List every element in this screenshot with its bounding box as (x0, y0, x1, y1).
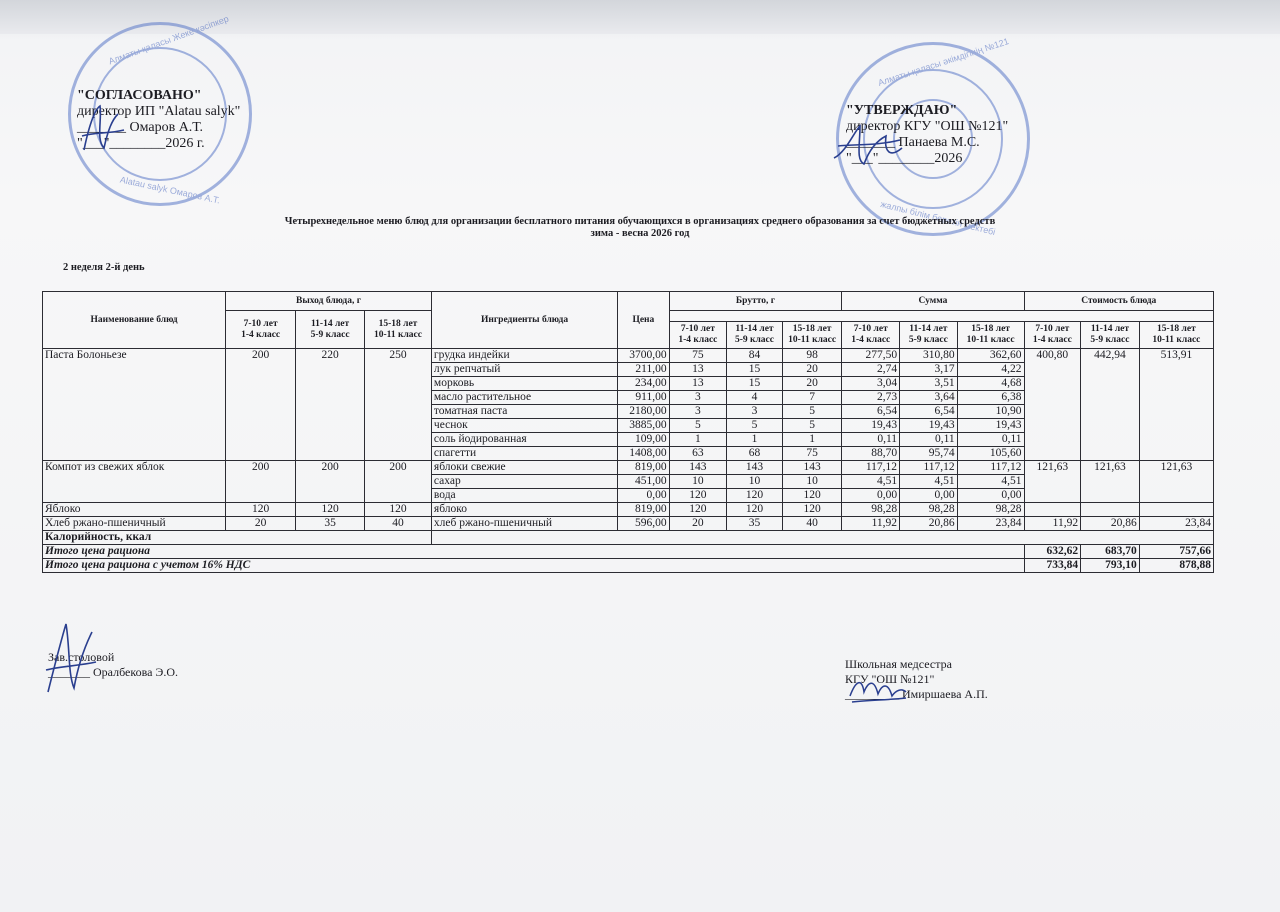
ingredient-sum: 6,54 (842, 405, 900, 419)
ingredient-sum: 4,68 (957, 377, 1024, 391)
header-sum-age-3: 15-18 лет 10-11 класс (957, 322, 1024, 349)
total-label: Итого цена рациона (43, 545, 1025, 559)
ingredient-brutto: 4 (727, 391, 783, 405)
dish-cost (1081, 503, 1140, 517)
ingredient-sum: 4,22 (957, 363, 1024, 377)
ingredient-brutto: 98 (782, 349, 842, 363)
ingredient-brutto: 120 (782, 503, 842, 517)
ingredient-brutto: 75 (669, 349, 727, 363)
approval-right-line2: _______ Панаева М.С. (846, 135, 980, 150)
sign-right-name: _________ Имиршаева А.П. (845, 687, 988, 701)
ingredient-price: 451,00 (618, 475, 669, 489)
ingredient-sum: 117,12 (957, 461, 1024, 475)
sign-left-role: Зав.столовой (48, 650, 115, 664)
week-day-label: 2 неделя 2-й день (63, 262, 145, 273)
ingredient-name: яблоки свежие (431, 461, 617, 475)
approval-right-heading: "УТВЕРЖДАЮ" (846, 103, 958, 118)
approval-right-line1: директор КГУ "ОШ №121" (846, 119, 1009, 134)
approval-left-heading: "СОГЛАСОВАНО" (77, 88, 202, 103)
header-sum-age-2: 11-14 лет 5-9 класс (900, 322, 958, 349)
ingredient-brutto: 20 (669, 517, 727, 531)
ingredient-brutto: 1 (782, 433, 842, 447)
header-brutto-age-1: 7-10 лет 1-4 класс (669, 322, 727, 349)
table-row (43, 349, 1214, 363)
ingredient-sum: 3,17 (900, 363, 958, 377)
header-output-age-3: 15-18 лет 10-11 класс (365, 311, 432, 349)
dish-output: 120 (226, 503, 296, 517)
ingredient-brutto: 5 (782, 419, 842, 433)
ingredient-brutto: 10 (669, 475, 727, 489)
header-spacer (669, 311, 1213, 322)
ingredient-sum: 88,70 (842, 447, 900, 461)
table-row (43, 517, 1214, 531)
ingredient-brutto: 13 (669, 377, 727, 391)
ingredient-brutto: 15 (727, 363, 783, 377)
calories-label: Калорийность, ккал (43, 531, 432, 545)
bottom-left-signature (40, 618, 100, 698)
dish-output: 120 (365, 503, 432, 517)
dish-output: 200 (365, 461, 432, 503)
ingredient-brutto: 63 (669, 447, 727, 461)
ingredient-price: 2180,00 (618, 405, 669, 419)
ingredient-sum: 2,74 (842, 363, 900, 377)
ingredient-brutto: 10 (727, 475, 783, 489)
ingredient-sum: 98,28 (957, 503, 1024, 517)
header-brutto-age-3: 15-18 лет 10-11 класс (782, 322, 842, 349)
total-row (43, 545, 1214, 559)
dish-cost: 400,80 (1024, 349, 1081, 461)
dish-cost: 23,84 (1139, 517, 1213, 531)
ingredient-name: хлеб ржано-пшеничный (431, 517, 617, 531)
approval-right-line3: "___"________2026 (846, 151, 963, 166)
header-cost: Стоимость блюда (1024, 292, 1213, 311)
ingredient-name: морковь (431, 377, 617, 391)
ingredient-sum: 0,11 (900, 433, 958, 447)
header-brutto: Брутто, г (669, 292, 842, 311)
header-output-age-2: 11-14 лет 5-9 класс (296, 311, 365, 349)
ingredient-name: томатная паста (431, 405, 617, 419)
dish-name: Яблоко (43, 503, 226, 517)
table-row (43, 503, 1214, 517)
ingredient-brutto: 35 (727, 517, 783, 531)
ingredient-price: 211,00 (618, 363, 669, 377)
dish-name: Компот из свежих яблок (43, 461, 226, 503)
right-top-signature (830, 118, 906, 174)
ingredient-brutto: 3 (669, 405, 727, 419)
total-vat-row (43, 559, 1214, 573)
ingredient-price: 819,00 (618, 461, 669, 475)
ingredient-brutto: 20 (782, 363, 842, 377)
ingredient-brutto: 15 (727, 377, 783, 391)
ingredient-brutto: 40 (782, 517, 842, 531)
ingredient-brutto: 1 (669, 433, 727, 447)
header-brutto-age-2: 11-14 лет 5-9 класс (727, 322, 783, 349)
ingredient-brutto: 10 (782, 475, 842, 489)
ingredient-name: вода (431, 489, 617, 503)
dish-cost: 513,91 (1139, 349, 1213, 461)
ingredient-brutto: 3 (669, 391, 727, 405)
menu-table-body (43, 349, 1214, 531)
header-row-top (43, 292, 1214, 311)
ingredient-price: 109,00 (618, 433, 669, 447)
header-ingredients: Ингредиенты блюда (431, 292, 617, 349)
ingredient-sum: 3,51 (900, 377, 958, 391)
ingredient-name: лук репчатый (431, 363, 617, 377)
ingredient-sum: 2,73 (842, 391, 900, 405)
ingredient-price: 596,00 (618, 517, 669, 531)
header-sum: Сумма (842, 292, 1024, 311)
header-cost-age-3: 15-18 лет 10-11 класс (1139, 322, 1213, 349)
dish-cost: 442,94 (1081, 349, 1140, 461)
ingredient-brutto: 120 (727, 503, 783, 517)
ingredient-sum: 0,00 (842, 489, 900, 503)
sign-right-role: Школьная медсестра (845, 657, 952, 671)
ingredient-brutto: 5 (669, 419, 727, 433)
dish-cost: 121,63 (1024, 461, 1081, 503)
ingredient-brutto: 143 (782, 461, 842, 475)
ingredient-sum: 6,38 (957, 391, 1024, 405)
header-output: Выход блюда, г (226, 292, 432, 311)
dish-cost (1139, 503, 1213, 517)
ingredient-sum: 117,12 (842, 461, 900, 475)
sign-right-org: КГУ "ОШ №121" (845, 672, 935, 686)
dish-output: 200 (226, 461, 296, 503)
dish-cost: 11,92 (1024, 517, 1081, 531)
calories-row (43, 531, 1214, 545)
ingredient-sum: 4,51 (957, 475, 1024, 489)
right-stamp: Алматы қаласы әкімдігінің №121 жалпы білім беретін мектебі (836, 42, 1030, 236)
total-age-3: 757,66 (1139, 545, 1213, 559)
ingredient-sum: 10,90 (957, 405, 1024, 419)
approval-left-line3: "___"________2026 г. (77, 136, 205, 151)
ingredient-sum: 4,51 (900, 475, 958, 489)
left-top-signature (78, 100, 128, 158)
dish-output: 200 (296, 461, 365, 503)
total-age-1: 632,62 (1024, 545, 1081, 559)
ingredient-sum: 117,12 (900, 461, 958, 475)
dish-cost: 121,63 (1139, 461, 1213, 503)
total-vat-age-2: 793,10 (1081, 559, 1140, 573)
ingredient-sum: 23,84 (957, 517, 1024, 531)
dish-cost: 121,63 (1081, 461, 1140, 503)
ingredient-brutto: 68 (727, 447, 783, 461)
ingredient-brutto: 143 (669, 461, 727, 475)
ingredient-sum: 0,00 (900, 489, 958, 503)
ingredient-brutto: 75 (782, 447, 842, 461)
ingredient-sum: 310,80 (900, 349, 958, 363)
document-title: Четырехнедельное меню блюд для организации бесплатного питания обучающихся в организациях среднего образования за счет бюджетных средств (284, 216, 996, 227)
dish-cost (1024, 503, 1081, 517)
dish-output: 20 (226, 517, 296, 531)
ingredient-brutto: 5 (727, 419, 783, 433)
table-row (43, 461, 1214, 475)
dish-output: 200 (226, 349, 296, 461)
total-vat-label: Итого цена рациона с учетом 16% НДС (43, 559, 1025, 573)
approval-left-line2: _______ Омаров А.Т. (77, 120, 203, 135)
ingredient-sum: 0,00 (957, 489, 1024, 503)
ingredient-brutto: 1 (727, 433, 783, 447)
ingredient-brutto: 3 (727, 405, 783, 419)
ingredient-sum: 3,04 (842, 377, 900, 391)
header-cost-age-2: 11-14 лет 5-9 класс (1081, 322, 1140, 349)
ingredient-brutto: 120 (669, 489, 727, 503)
ingredient-brutto: 5 (782, 405, 842, 419)
ingredient-sum: 6,54 (900, 405, 958, 419)
ingredient-price: 0,00 (618, 489, 669, 503)
ingredient-brutto: 84 (727, 349, 783, 363)
header-output-age-1: 7-10 лет 1-4 класс (226, 311, 296, 349)
ingredient-sum: 105,60 (957, 447, 1024, 461)
ingredient-brutto: 13 (669, 363, 727, 377)
ingredient-sum: 19,43 (900, 419, 958, 433)
ingredient-sum: 11,92 (842, 517, 900, 531)
ingredient-name: грудка индейки (431, 349, 617, 363)
ingredient-price: 3885,00 (618, 419, 669, 433)
document-subtitle: зима - весна 2026 год (590, 228, 690, 239)
ingredient-sum: 98,28 (900, 503, 958, 517)
ingredient-brutto: 120 (669, 503, 727, 517)
ingredient-brutto: 143 (727, 461, 783, 475)
ingredient-price: 819,00 (618, 503, 669, 517)
ingredient-sum: 3,64 (900, 391, 958, 405)
dish-output: 120 (296, 503, 365, 517)
total-age-2: 683,70 (1081, 545, 1140, 559)
ingredient-brutto: 120 (727, 489, 783, 503)
ingredient-sum: 19,43 (842, 419, 900, 433)
ingredient-price: 911,00 (618, 391, 669, 405)
ingredient-price: 3700,00 (618, 349, 669, 363)
ingredient-sum: 0,11 (957, 433, 1024, 447)
left-stamp: Алматы қаласы Жеке кәсіпкер Alatau salyk Омаров А.Т. (68, 22, 252, 206)
calories-empty (431, 531, 1213, 545)
dish-output: 40 (365, 517, 432, 531)
ingredient-price: 234,00 (618, 377, 669, 391)
ingredient-price: 1408,00 (618, 447, 669, 461)
sign-left-name: _______ Оралбекова Э.О. (48, 665, 179, 679)
ingredient-sum: 362,60 (957, 349, 1024, 363)
ingredient-sum: 95,74 (900, 447, 958, 461)
ingredient-name: яблоко (431, 503, 617, 517)
bottom-right-signature (846, 672, 910, 708)
header-cost-age-1: 7-10 лет 1-4 класс (1024, 322, 1081, 349)
ingredient-brutto: 20 (782, 377, 842, 391)
dish-name: Хлеб ржано-пшеничный (43, 517, 226, 531)
total-vat-age-3: 878,88 (1139, 559, 1213, 573)
dish-cost: 20,86 (1081, 517, 1140, 531)
approval-left-line1: директор ИП "Alatau salyk" (77, 104, 241, 119)
ingredient-sum: 20,86 (900, 517, 958, 531)
ingredient-sum: 277,50 (842, 349, 900, 363)
ingredient-brutto: 120 (782, 489, 842, 503)
ingredient-name: чеснок (431, 419, 617, 433)
ingredient-sum: 98,28 (842, 503, 900, 517)
dish-output: 35 (296, 517, 365, 531)
dish-name: Паста Болоньезе (43, 349, 226, 461)
ingredient-name: масло растительное (431, 391, 617, 405)
header-dish: Наименование блюд (43, 292, 226, 349)
total-vat-age-1: 733,84 (1024, 559, 1081, 573)
dish-output: 250 (365, 349, 432, 461)
ingredient-sum: 0,11 (842, 433, 900, 447)
header-sum-age-1: 7-10 лет 1-4 класс (842, 322, 900, 349)
ingredient-sum: 4,51 (842, 475, 900, 489)
ingredient-name: соль йодированная (431, 433, 617, 447)
menu-table (42, 291, 1214, 573)
ingredient-name: спагетти (431, 447, 617, 461)
dish-output: 220 (296, 349, 365, 461)
ingredient-sum: 19,43 (957, 419, 1024, 433)
ingredient-name: сахар (431, 475, 617, 489)
ingredient-brutto: 7 (782, 391, 842, 405)
header-price: Цена (618, 292, 669, 349)
